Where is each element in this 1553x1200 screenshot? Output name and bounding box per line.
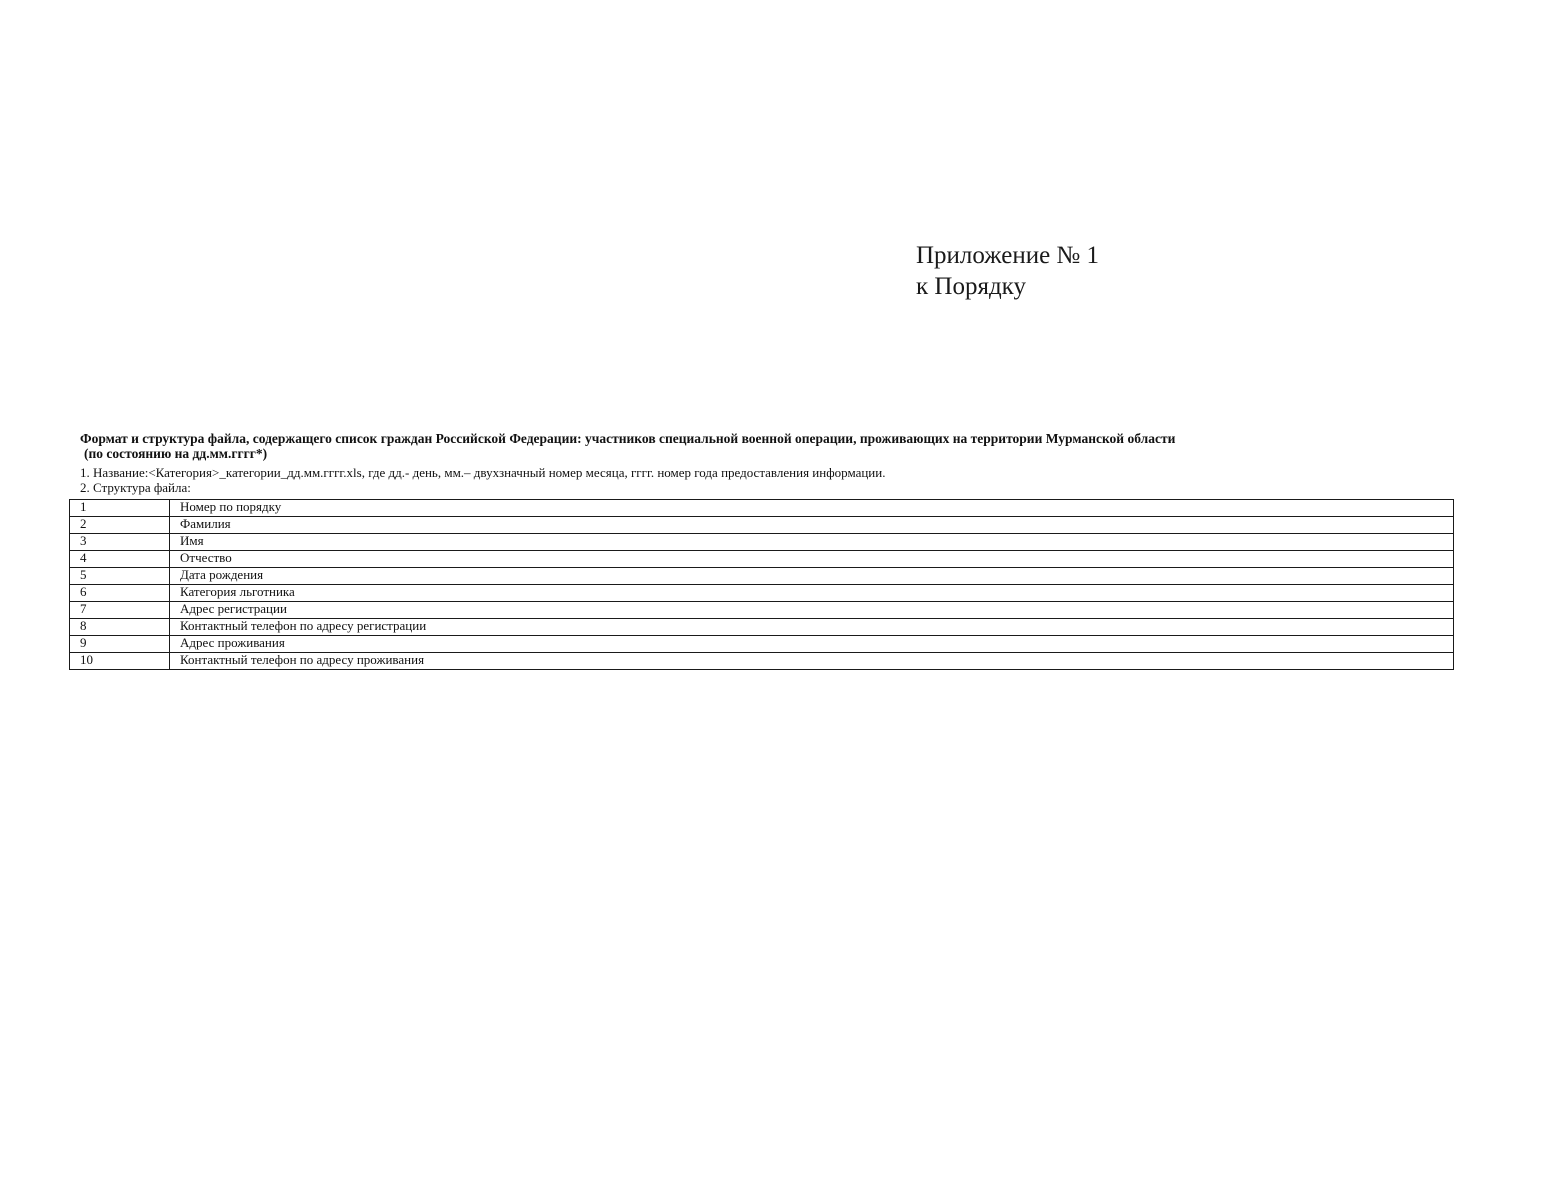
row-number: 3 xyxy=(70,534,170,551)
row-number: 6 xyxy=(70,585,170,602)
row-number: 8 xyxy=(70,619,170,636)
row-field: Имя xyxy=(170,534,1454,551)
row-number: 10 xyxy=(70,653,170,670)
document-title: Формат и структура файла, содержащего список граждан Российской Федерации: участников специальной военной операции, проживающих на территории Мурманской области xyxy=(80,431,1176,446)
row-number: 9 xyxy=(70,636,170,653)
row-field: Дата рождения xyxy=(170,568,1454,585)
row-number: 5 xyxy=(70,568,170,585)
row-number: 7 xyxy=(70,602,170,619)
appendix-number: Приложение № 1 xyxy=(916,242,1100,269)
file-structure-heading: 2. Структура файла: xyxy=(80,480,191,495)
table-row xyxy=(70,653,1454,670)
row-field: Контактный телефон по адресу проживания xyxy=(170,653,1454,670)
table-row xyxy=(70,602,1454,619)
appendix-reference: к Порядку xyxy=(916,273,1026,300)
document-subtitle: (по состоянию на дд.мм.гггг*) xyxy=(84,446,268,461)
table-row xyxy=(70,568,1454,585)
appendix-heading xyxy=(916,240,1099,302)
table-row xyxy=(70,517,1454,534)
row-field: Отчество xyxy=(170,551,1454,568)
row-field: Номер по порядку xyxy=(170,500,1454,517)
file-name-description: 1. Название:<Категория>_категории_дд.мм.гггг.xls, где дд.- день, мм.– двухзначный номер месяца, гггг. номер года предоставления информации. xyxy=(80,465,886,480)
file-structure-table xyxy=(69,499,1454,670)
table-row xyxy=(70,636,1454,653)
table-row xyxy=(70,585,1454,602)
row-field: Адрес регистрации xyxy=(170,602,1454,619)
row-number: 2 xyxy=(70,517,170,534)
row-number: 1 xyxy=(70,500,170,517)
table-row xyxy=(70,500,1454,517)
table-row xyxy=(70,534,1454,551)
row-field: Адрес проживания xyxy=(170,636,1454,653)
table-row xyxy=(70,551,1454,568)
row-field: Фамилия xyxy=(170,517,1454,534)
row-field: Контактный телефон по адресу регистрации xyxy=(170,619,1454,636)
row-number: 4 xyxy=(70,551,170,568)
row-field: Категория льготника xyxy=(170,585,1454,602)
table-row xyxy=(70,619,1454,636)
